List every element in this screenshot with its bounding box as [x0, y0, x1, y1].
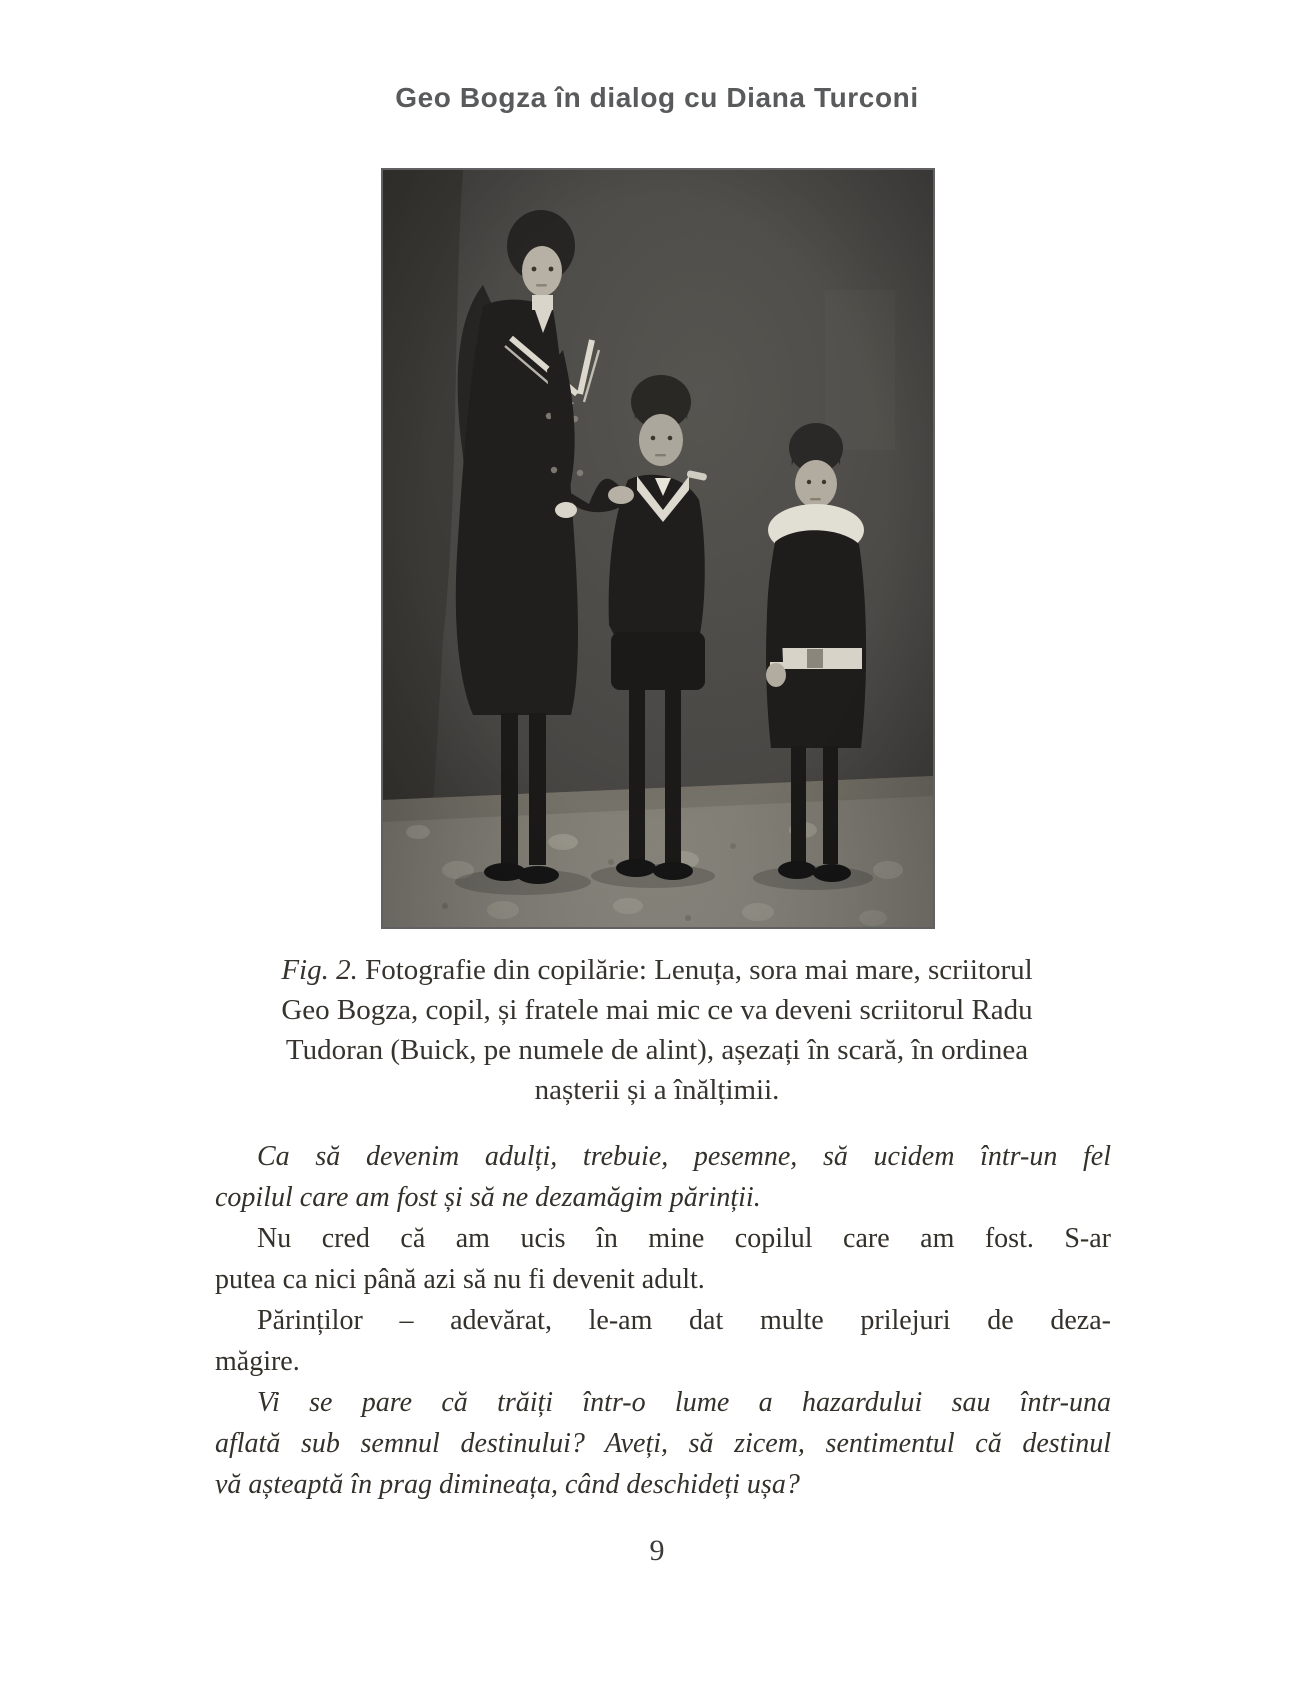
text-line: Vi se pare că trăiți într-o lume a hazardului sau într-una	[257, 1387, 1111, 1418]
dialog-text	[215, 1136, 1111, 1505]
caption-text: Fotografie din copilărie: Lenuța, sora mai mare, scriitorul	[357, 954, 1033, 986]
childhood-photo-illustration	[383, 170, 933, 927]
caption-line-3: Tudoran (Buick, pe numele de alint), așezați în scară, în ordinea	[285, 1034, 1029, 1066]
page-number: 9	[649, 1534, 665, 1567]
photo-vignette	[383, 170, 933, 927]
author-answer	[215, 1218, 1111, 1300]
text-line: aflată sub semnul destinului? Aveți, să zicem, sentimentul că destinul	[215, 1428, 1111, 1459]
childhood-photo	[381, 168, 935, 929]
author-answer	[215, 1300, 1111, 1382]
text-line: putea ca nici până azi să nu fi devenit adult.	[215, 1264, 705, 1295]
caption-line-4: nașterii și a înălțimii.	[534, 1074, 780, 1106]
text-line: Ca să devenim adulți, trebuie, pesemne, să ucidem într-un fel	[257, 1141, 1111, 1172]
running-header: Geo Bogza în dialog cu Diana Turconi	[395, 82, 919, 113]
interviewer-question	[215, 1382, 1111, 1505]
caption-line-2: Geo Bogza, copil, și fratele mai mic ce va deveni scriitorul Radu	[281, 994, 1033, 1026]
text-line: Părinților – adevărat, le-am dat multe prilejuri de deza-	[257, 1305, 1111, 1336]
figure-caption	[167, 950, 1147, 1110]
interviewer-question	[215, 1136, 1111, 1218]
text-line: Nu cred că am ucis în mine copilul care am fost. S-ar	[257, 1223, 1111, 1254]
text-line: copilul care am fost și să ne dezamăgim părinții.	[215, 1182, 761, 1213]
figure-label: Fig. 2.	[281, 954, 358, 986]
caption-line-1	[167, 950, 1147, 990]
text-line: vă așteaptă în prag dimineața, când deschideți ușa?	[215, 1469, 800, 1500]
text-line: măgire.	[215, 1346, 300, 1377]
